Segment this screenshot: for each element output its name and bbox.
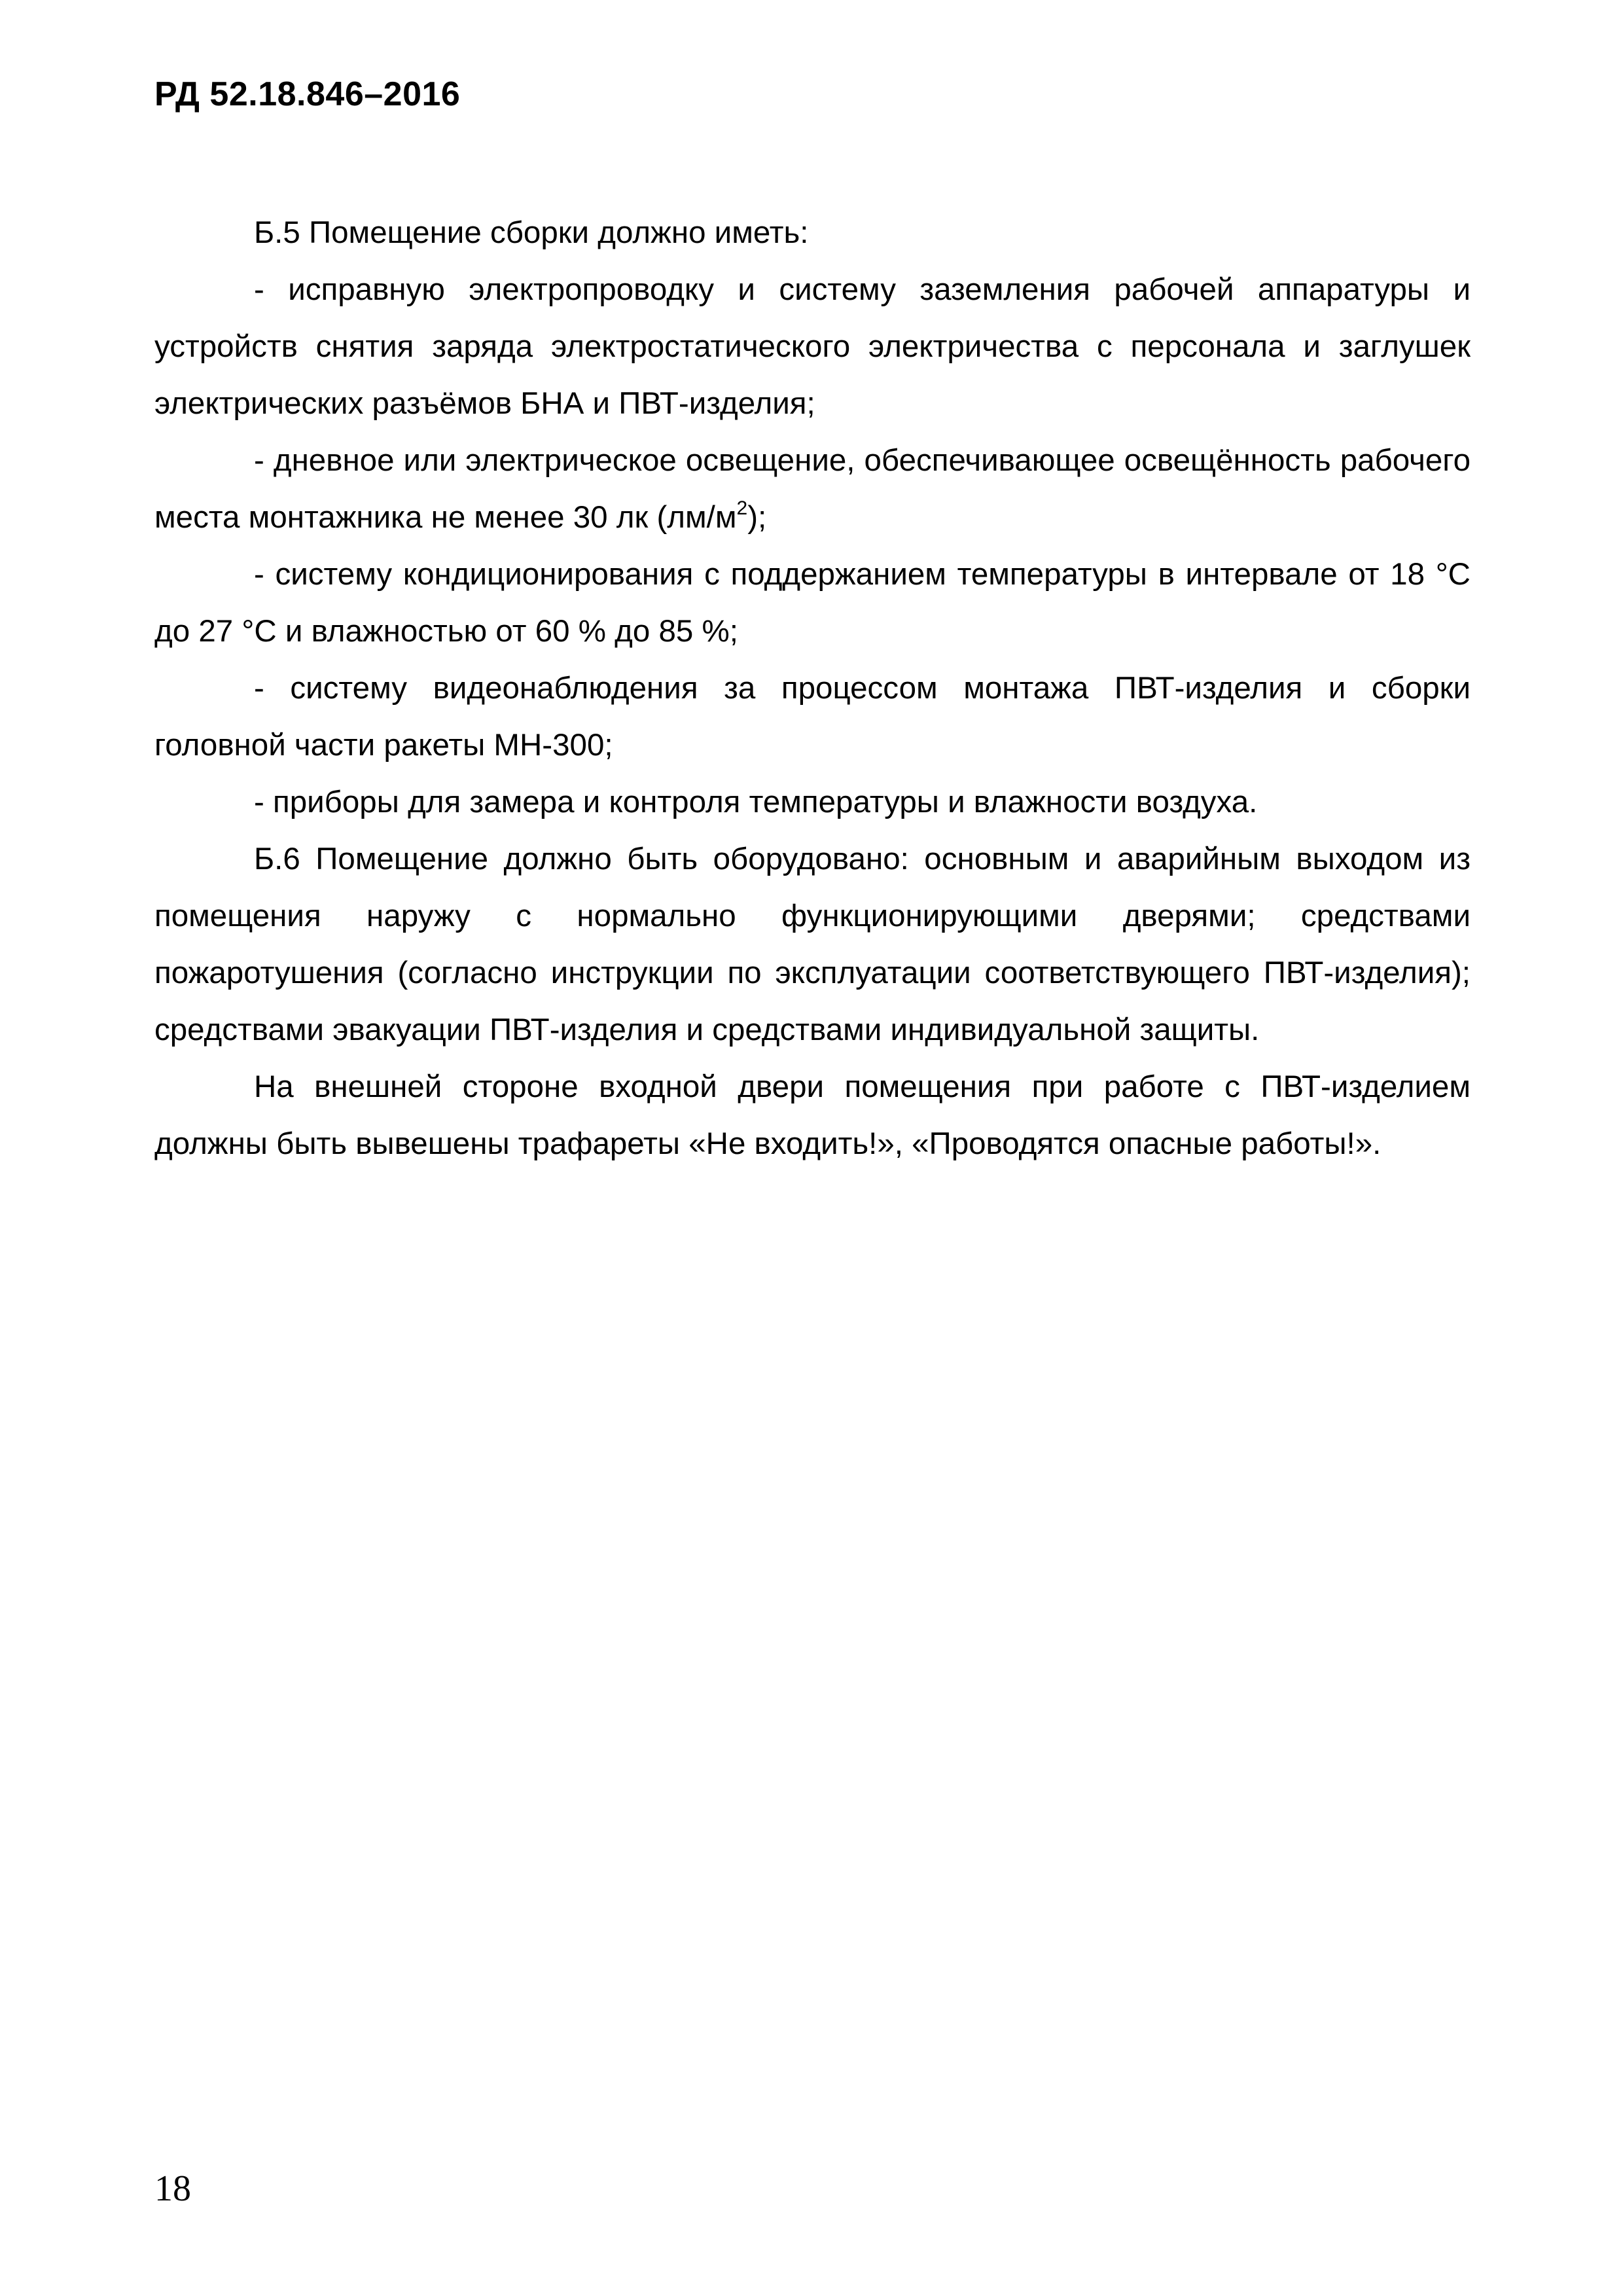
unit-superscript: 2 [736, 497, 748, 519]
paragraph-door-stencils: На внешней стороне входной двери помещения при работе с ПВТ-изделием должны быть вывешены трафареты «Не входить!», «Проводятся опасные работы!». [154, 1069, 1471, 1161]
paragraph-measuring-devices: - приборы для замера и контроля температуры и влажности воздуха. [254, 785, 1258, 819]
page-number: 18 [154, 2168, 191, 2209]
document-body [154, 204, 1471, 1172]
paragraph-video-surveillance: - систему видеонаблюдения за процессом монтажа ПВТ-изделия и сборки головной части ракеты МН-300; [154, 671, 1471, 762]
document-code-header: РД 52.18.846–2016 [154, 75, 461, 113]
lighting-closing: ); [747, 500, 767, 535]
paragraph-b6-equipment: Б.6 Помещение должно быть оборудовано: основным и аварийным выходом из помещения наружу с нормально функционирующими дверями; средствами пожаротушения (согласно инструкции по эксплуатации соответствующего ПВТ-изделия); средствами эвакуации ПВТ-изделия и средствами индивидуальной защиты. [154, 842, 1471, 1047]
paragraph-air-conditioning: - систему кондиционирования с поддержанием температуры в интервале от 18 °С до 27 °С и влажностью от 60 % до 85 %; [154, 557, 1471, 649]
paragraph-lighting [154, 432, 1471, 546]
paragraph-b5-intro: Б.5 Помещение сборки должно иметь: [254, 215, 809, 250]
lighting-text: - дневное или электрическое освещение, обеспечивающее освещённость рабочего места монтажника не менее 30 лк (лм/м [154, 443, 1471, 535]
paragraph-wiring-grounding: - исправную электропроводку и систему заземления рабочей аппаратуры и устройств снятия заряда электростатического электричества с персонала и заглушек электрических разъёмов БНА и ПВТ-изделия; [154, 272, 1471, 421]
